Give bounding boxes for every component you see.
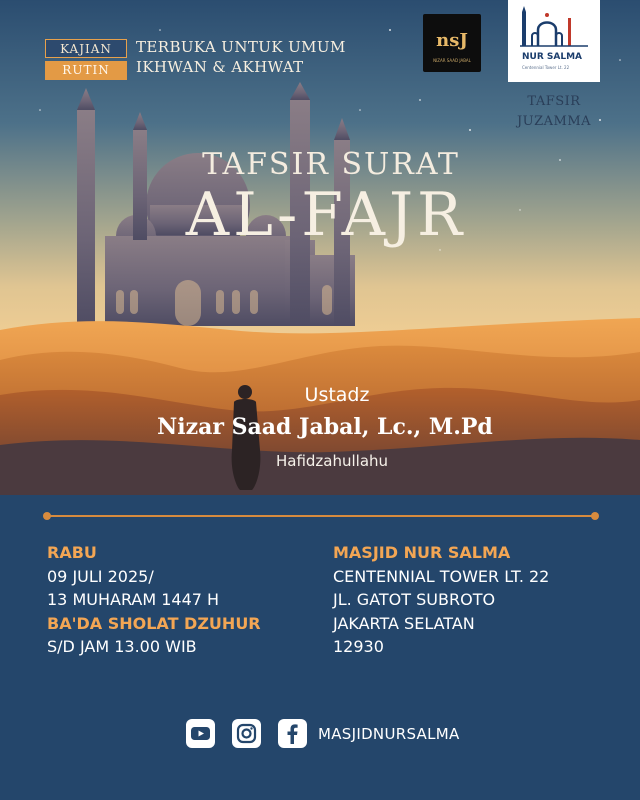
venue-street: JL. GATOT SUBROTO — [333, 590, 496, 609]
series-tafsir: TAFSIR — [527, 94, 581, 109]
nsj-logo — [423, 14, 481, 72]
nur-salma-logo-name: NUR SALMA — [522, 52, 583, 62]
venue-building: CENTENNIAL TOWER LT. 22 — [333, 566, 550, 586]
badge-rutin: RUTIN — [45, 61, 127, 80]
event-time-end: S/D JAM 13.00 WIB — [47, 637, 197, 656]
venue-city: JAKARTA SELATAN — [333, 613, 475, 633]
nur-salma-logo — [508, 0, 600, 82]
speaker-name: Nizar Saad Jabal, Lc., M.Pd — [157, 414, 493, 440]
instagram-icon[interactable] — [232, 719, 261, 748]
social-handle[interactable]: MASJIDNURSALMA — [318, 725, 460, 743]
badge-kajian: KAJIAN — [45, 39, 127, 58]
series-juzamma: JUZAMMA — [516, 114, 592, 129]
nsj-logo-mark: nsJ — [436, 30, 468, 51]
nsj-logo-caption: NIZAR SAAD JABAL — [433, 58, 471, 63]
event-time-start: BA'DA SHOLAT DZUHUR — [47, 613, 261, 633]
schedule-column — [47, 541, 261, 659]
orange-divider — [47, 515, 595, 517]
event-day: RABU — [47, 543, 97, 562]
speaker-honorific: Hafidzahullahu — [275, 452, 389, 470]
tagline-open-public: TERBUKA UNTUK UMUM — [136, 38, 346, 56]
venue-column — [333, 541, 549, 659]
event-info-panel — [0, 495, 640, 800]
event-date-hijri: 13 MUHARAM 1447 H — [47, 590, 220, 609]
event-date-gregorian: 09 JULI 2025/ — [47, 566, 154, 586]
speaker-title: Ustadz — [304, 384, 370, 406]
title-tafsir-surat: TAFSIR SURAT — [202, 147, 460, 182]
title-al-fajr: AL-FAJR — [185, 180, 467, 250]
facebook-icon[interactable] — [278, 719, 307, 748]
tagline-audience: IKHWAN & AKHWAT — [136, 58, 304, 76]
mosque-logo-icon — [508, 0, 600, 52]
nur-salma-logo-sub: Centennial Tower Lt. 22 — [522, 65, 570, 70]
youtube-icon[interactable] — [186, 719, 215, 748]
venue-postal-code: 12930 — [333, 637, 384, 656]
venue-name: MASJID NUR SALMA — [333, 543, 511, 562]
